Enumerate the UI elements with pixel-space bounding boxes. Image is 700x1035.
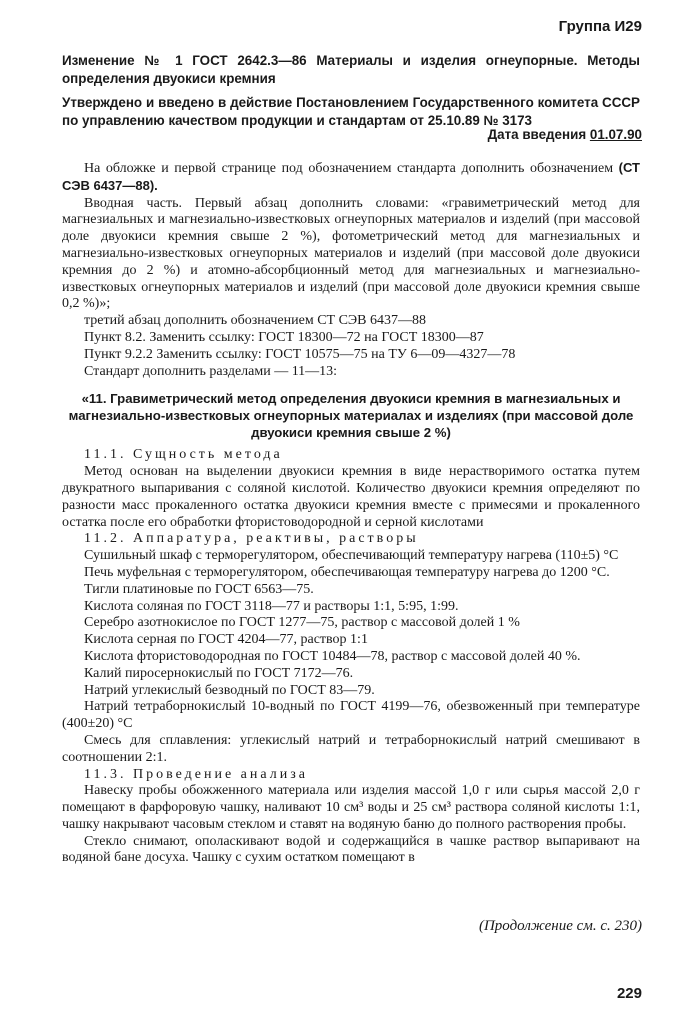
intro-paragraph-4: Пункт 8.2. Заменить ссылку: ГОСТ 18300—72 на ГОСТ 18300—87 bbox=[84, 329, 484, 345]
equipment-item: Тигли платиновые по ГОСТ 6563—75. bbox=[84, 581, 314, 597]
continuation-note: (Продолжение см. с. 230) bbox=[478, 918, 642, 934]
group-label: Группа И29 bbox=[558, 18, 642, 35]
intro-paragraph-3: третий абзац дополнить обозначением СТ СЭВ 6437—88 bbox=[84, 313, 427, 329]
equipment-item: Кислота фтористоводородная по ГОСТ 10484—78, раствор с массовой долей 40 %. bbox=[84, 648, 581, 664]
intro-paragraph-2 bbox=[62, 196, 640, 314]
analysis-paragraph-2: Стекло снимают, ополаскивают водой и содержащийся в чашке раствор выпаривают на водяной бане досуха. Чашку с сухим остатком помещают в bbox=[62, 833, 640, 866]
equipment-item: Кислота серная по ГОСТ 4204—77, раствор 1:1 bbox=[84, 632, 368, 648]
intro-paragraph-5: Пункт 9.2.2 Заменить ссылку: ГОСТ 10575—75 на ТУ 6—09—4327—78 bbox=[84, 346, 516, 362]
equipment-item: Калий пиросернокислый по ГОСТ 7172—76. bbox=[84, 665, 354, 681]
date-label: Дата введения bbox=[487, 127, 587, 142]
approval-statement: Утверждено и введено в действие Постановлением Государственного комитета СССР по управлению качеством продукции и стандартам от 25.10.89 № 3173 bbox=[62, 95, 640, 128]
equipment-item: Кислота соляная по ГОСТ 3118—77 и растворы 1:1, 5:95, 1:99. bbox=[84, 598, 459, 614]
subsection-11-1-text: Метод основан на выделении двуокиси кремния в виде нерастворимого остатка путем двукратного выпаривания с соляной кислотой. Количество двуокиси кремния определяют по разности масс прокаленного остатка двуокиси кремния вместе с примесями и прокаленного остатка после его обработки фтористоводородной и серной кислотами bbox=[62, 464, 640, 530]
section-11-title: «11. Гравиметрический метод определения двуокиси кремния в магнезиальных и магнезиально-известковых огнеупорных материалах и изделиях (при массовой доле двуокиси кремния свыше 2 %) bbox=[68, 391, 634, 441]
subsection-11-3-heading: 11.3. Проведение анализа bbox=[84, 766, 308, 782]
subsection-11-2-heading: 11.2. Аппаратура, реактивы, растворы bbox=[84, 531, 419, 547]
intro-p2-lead: Вводная часть. Первый абзац bbox=[84, 195, 288, 211]
intro-p1-text: На обложке и первой странице под обозначением стандарта дополнить обозначением bbox=[84, 161, 614, 176]
equipment-item: Печь муфельная с терморегулятором, обеспечивающая температуру нагрева до 1200 °С. bbox=[84, 564, 610, 580]
analysis-paragraph-1: Навеску пробы обожженного материала или изделия массой 1,0 г или сырья массой 2,0 г помещают в фарфоровую чашку, наливают 10 см³ воды и 25 см³ раствора соляной кислоты 1:1, чашку накрывают часовым стеклом и ставят на водяную баню до полного растворения пробы. bbox=[62, 783, 640, 832]
intro-p1-bold: (СТ СЭВ 6437—88). bbox=[62, 160, 640, 193]
intro-paragraph-6: Стандарт дополнить разделами — 11—13: bbox=[84, 363, 338, 379]
intro-p2-text: дополнить словами: «гравиметрический метод для магнезиальных и магнезиально-известковых огнеупорных материалов и изделий (при массовой доле двуокиси кремния свыше 2 %), фотометрический метод для магнезиальных и магнезиально-известковых огнеупорных материалов и изделий (при массовой доле двуокиси кремния до 2 %) и атомно-абсорбционный метод для магнезиальных и магнезиально-известковых огнеупорных материалов и изделий (при массовой доле двуокиси кремния свыше 0,2 %)»; bbox=[62, 195, 640, 312]
equipment-item: Натрий тетраборнокислый 10-водный по ГОСТ 4199—76, обезвоженный при температуре (400±20) °С bbox=[62, 699, 640, 732]
equipment-item: Смесь для сплавления: углекислый натрий и тетраборнокислый натрий смешивают в соотношении 2:1. bbox=[62, 732, 640, 765]
equipment-item: Серебро азотнокислое по ГОСТ 1277—75, раствор с массовой долей 1 % bbox=[84, 615, 520, 631]
intro-paragraph-1 bbox=[62, 160, 640, 196]
equipment-item: Сушильный шкаф с терморегулятором, обеспечивающий температуру нагрева (110±5) °С bbox=[84, 548, 619, 564]
subsection-11-1-heading: 11.1. Сущность метода bbox=[84, 447, 283, 463]
document-body bbox=[62, 160, 640, 867]
amendment-title: Изменение № 1 ГОСТ 2642.3—86 Материалы и изделия огнеупорные. Методы определения двуокиси кремния bbox=[62, 53, 640, 86]
equipment-item: Натрий углекислый безводный по ГОСТ 83—79. bbox=[84, 682, 375, 698]
effective-date bbox=[488, 127, 642, 142]
date-value: 01.07.90 bbox=[589, 127, 642, 142]
page-number: 229 bbox=[616, 985, 642, 1002]
